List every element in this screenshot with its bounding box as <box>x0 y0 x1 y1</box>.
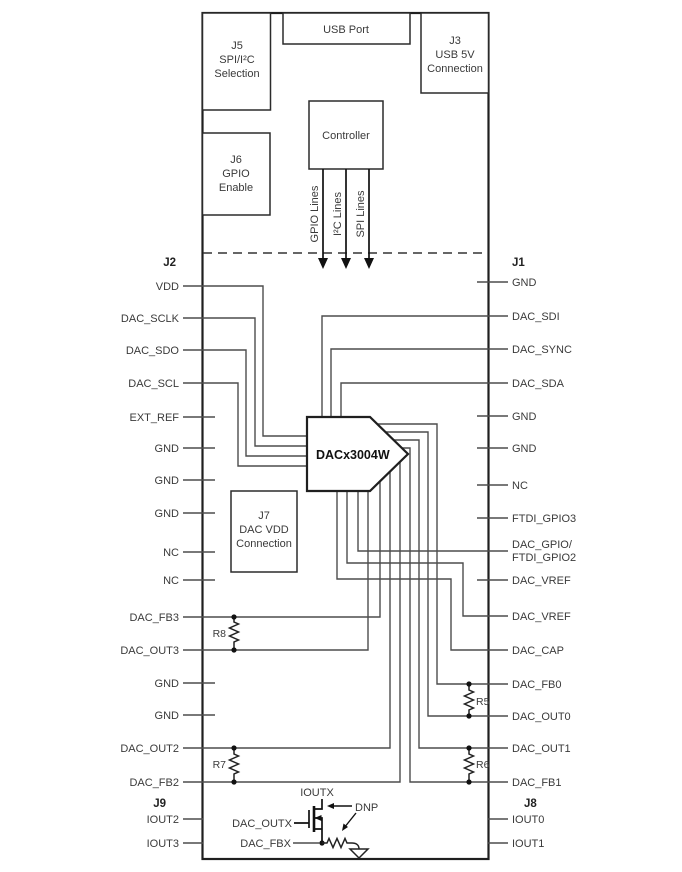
j7-label-line3: Connection <box>236 538 292 550</box>
junction-dot <box>231 745 236 750</box>
pin-label: EXT_REF <box>129 412 179 424</box>
pin-label: DAC_SCL <box>128 378 179 390</box>
ground-hook <box>352 843 359 849</box>
pin-label: DAC_OUT3 <box>120 645 179 657</box>
pin-label: DAC_OUT0 <box>512 711 571 723</box>
pin-label: DAC_SCLK <box>120 313 179 325</box>
pin-label: IOUT2 <box>146 814 179 826</box>
pin-label: IOUT3 <box>146 838 179 850</box>
resistor-label-r6: R6 <box>476 759 490 771</box>
j7-label-line2: DAC VDD <box>239 524 289 536</box>
junction-dot <box>466 713 471 718</box>
pin-ticks-left <box>183 417 215 843</box>
wire-dac-cap <box>337 491 508 650</box>
header-j8: J8 <box>524 798 537 810</box>
header-j2: J2 <box>163 257 176 269</box>
junction-dot <box>466 745 471 750</box>
arrow-down-icon <box>341 258 351 269</box>
pin-label: DAC_CAP <box>512 645 564 657</box>
pin-label: GND <box>154 710 179 722</box>
usb-port-label: USB Port <box>323 24 369 36</box>
resistor-r5 <box>465 684 474 716</box>
transistor-feedback-label: DAC_FBX <box>240 838 291 850</box>
pin-label: DAC_FB2 <box>129 777 179 789</box>
resistor-label-r5: R5 <box>476 696 490 708</box>
controller-label: Controller <box>322 130 370 142</box>
transistor-drain-label: IOUTX <box>300 787 334 799</box>
pin-label: GND <box>512 411 537 423</box>
resistor-r7 <box>230 748 239 782</box>
pin-label: IOUT0 <box>512 814 545 826</box>
header-j1: J1 <box>512 257 525 269</box>
pin-label: DAC_SDI <box>512 311 560 323</box>
dnp-label: DNP <box>355 802 379 814</box>
resistor-label-r8: R8 <box>212 628 226 640</box>
junction-dot <box>466 681 471 686</box>
pin-label: DAC_SYNC <box>512 344 572 356</box>
pin-label: DAC_OUT1 <box>512 743 571 755</box>
pin-label: DAC_FB0 <box>512 679 562 691</box>
pin-label: GND <box>154 443 179 455</box>
j3-label-line1: J3 <box>449 35 461 47</box>
transistor-gate-label: DAC_OUTX <box>232 818 292 830</box>
pin-label: VDD <box>155 281 179 293</box>
j5-label-line1: J5 <box>231 40 243 52</box>
j5-label-line3: Selection <box>214 68 260 80</box>
junction-dot <box>466 779 471 784</box>
resistor-r8 <box>230 617 239 650</box>
bus-label-i2c: I²C Lines <box>332 191 344 237</box>
wire-dac-sda <box>341 383 508 417</box>
pin-label: DAC_OUT2 <box>120 743 179 755</box>
mosfet-arrow-icon <box>315 815 322 821</box>
resistor-r6 <box>465 748 474 782</box>
pin-label: DAC_VREF <box>512 611 571 623</box>
dac-chip-label: DACx3004W <box>316 448 390 462</box>
pin-label: GND <box>154 678 179 690</box>
j6-label-line2: GPIO <box>222 168 250 180</box>
pin-label: GND <box>154 508 179 520</box>
j3-label-line2: USB 5V <box>435 49 475 61</box>
pin-label: GND <box>512 277 537 289</box>
pin-label: DAC_SDO <box>125 345 179 357</box>
resistor-fbx <box>322 839 352 848</box>
pin-label: DAC_GPIO/ <box>512 539 572 551</box>
j3-label-line3: Connection <box>427 63 483 75</box>
pin-label: GND <box>154 475 179 487</box>
j6-label-line3: Enable <box>218 182 254 194</box>
mosfet-leads <box>294 799 322 843</box>
pin-label: FTDI_GPIO2 <box>512 552 577 564</box>
pin-label: DAC_FB3 <box>129 612 179 624</box>
junction-dot <box>231 779 236 784</box>
bus-label-spi: SPI Lines <box>355 190 367 238</box>
wire-dac-sdi <box>322 316 508 417</box>
j6-label-line1: J6 <box>230 154 242 166</box>
arrow-down-icon <box>364 258 374 269</box>
j5-label-line2: SPI/I²C <box>219 54 255 66</box>
header-j9: J9 <box>153 798 166 810</box>
bus-label-gpio: GPIO Lines <box>309 185 321 243</box>
pin-label: DAC_VREF <box>512 575 571 587</box>
pin-label: NC <box>163 547 179 559</box>
wire-dac-fb1 <box>402 448 508 782</box>
arrow-left-icon <box>327 803 334 809</box>
ground-symbol-icon <box>350 849 368 858</box>
pin-label: NC <box>512 480 528 492</box>
pin-label: IOUT1 <box>512 838 545 850</box>
pin-label: NC <box>163 575 179 587</box>
pin-label: GND <box>512 443 537 455</box>
junction-dot <box>231 647 236 652</box>
pin-label: DAC_SDA <box>512 378 564 390</box>
pin-label: FTDI_GPIO3 <box>512 513 577 525</box>
j7-label-line1: J7 <box>258 510 270 522</box>
resistor-label-r7: R7 <box>212 759 226 771</box>
pin-label: DAC_FB1 <box>512 777 562 789</box>
junction-dot <box>231 614 236 619</box>
arrow-down-icon <box>318 258 328 269</box>
